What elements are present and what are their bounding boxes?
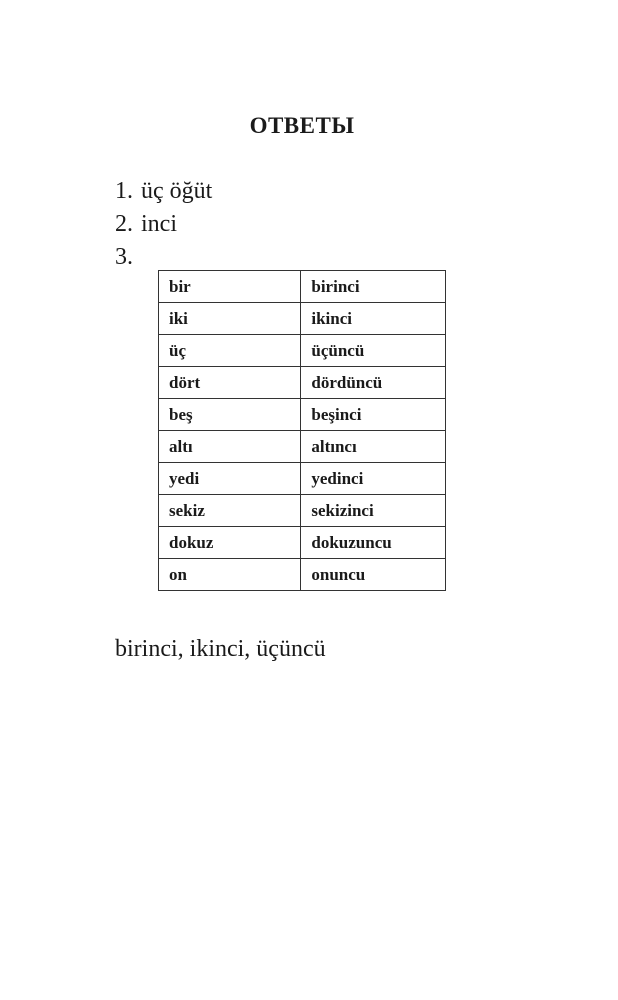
table-row <box>159 367 446 399</box>
cardinal-cell: üç <box>159 335 301 367</box>
answer-list <box>115 175 212 274</box>
cardinal-cell: dokuz <box>159 527 301 559</box>
page-title: ОТВЕТЫ <box>249 113 355 138</box>
ordinal-cell: altıncı <box>301 431 446 463</box>
ordinal-cell: üçüncü <box>301 335 446 367</box>
ordinal-cell: ikinci <box>301 303 446 335</box>
ordinal-cell: dokuzuncu <box>301 527 446 559</box>
cardinal-cell: bir <box>159 271 301 303</box>
table-row <box>159 271 446 303</box>
cardinal-cell: iki <box>159 303 301 335</box>
answer-text: üç öğüt <box>141 178 213 204</box>
footer-line: birinci, ikinci, üçüncü <box>115 636 326 662</box>
table-row <box>159 431 446 463</box>
answer-item <box>115 175 212 208</box>
cardinal-cell: yedi <box>159 463 301 495</box>
cardinal-cell: on <box>159 559 301 591</box>
ordinal-cell: sekizinci <box>301 495 446 527</box>
ordinal-cell: dördüncü <box>301 367 446 399</box>
cardinal-cell: sekiz <box>159 495 301 527</box>
table-row <box>159 303 446 335</box>
ordinal-cell: birinci <box>301 271 446 303</box>
table-row <box>159 335 446 367</box>
answer-number: 3. <box>115 244 133 270</box>
ordinal-cell: onuncu <box>301 559 446 591</box>
table-row <box>159 495 446 527</box>
table-row <box>159 399 446 431</box>
ordinal-cell: yedinci <box>301 463 446 495</box>
cardinal-cell: altı <box>159 431 301 463</box>
table-row <box>159 559 446 591</box>
answer-item <box>115 208 212 241</box>
numbers-table <box>158 270 446 591</box>
table-row <box>159 527 446 559</box>
answer-number: 1. <box>115 178 133 204</box>
cardinal-cell: dört <box>159 367 301 399</box>
answer-text: inci <box>141 211 177 237</box>
ordinal-cell: beşinci <box>301 399 446 431</box>
table-row <box>159 463 446 495</box>
answer-number: 2. <box>115 211 133 237</box>
cardinal-cell: beş <box>159 399 301 431</box>
